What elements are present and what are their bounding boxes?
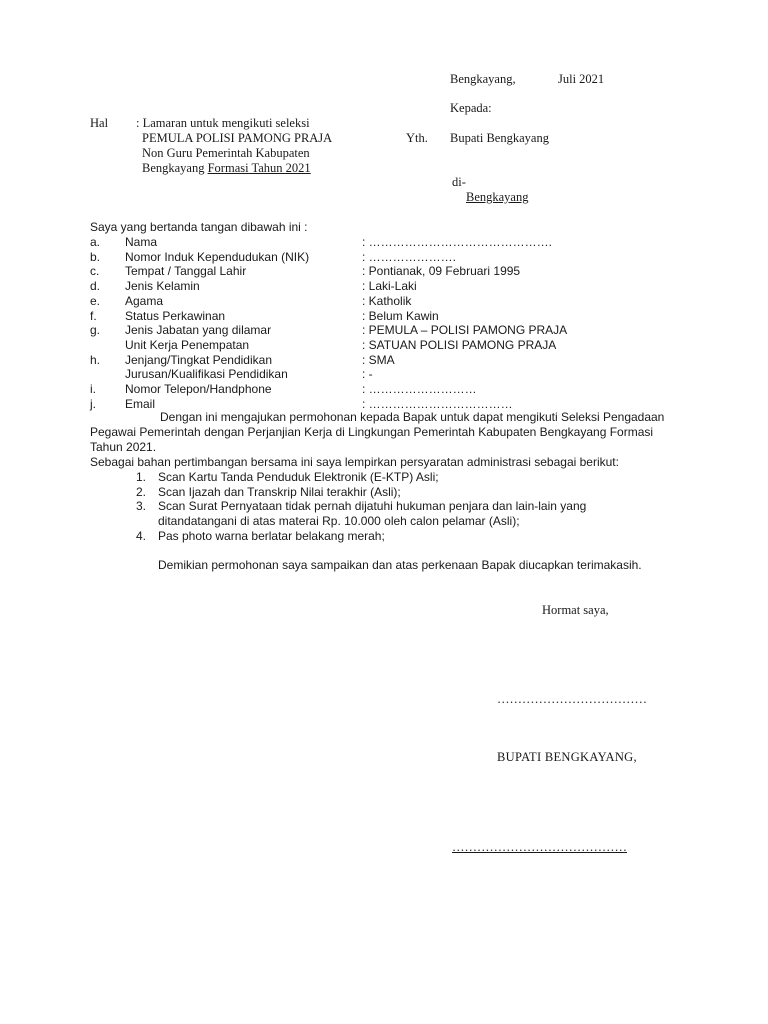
closing-text: Demikian permohonan saya sampaikan dan atas perkenaan Bapak diucapkan terimakasih. bbox=[158, 558, 642, 572]
field-label: Email bbox=[125, 396, 156, 411]
field-value: : …………………. bbox=[362, 249, 457, 264]
field-letter: b. bbox=[90, 249, 101, 264]
attachment-item bbox=[0, 514, 768, 529]
field-value: : SMA bbox=[362, 352, 395, 367]
attachment-text: Pas photo warna berlatar belakang merah; bbox=[158, 528, 385, 543]
field-letter: i. bbox=[90, 382, 96, 396]
hormat-saya: Hormat saya, bbox=[542, 603, 609, 617]
applicant-signature-line: ……………………………… bbox=[497, 692, 647, 706]
field-label: Nomor Induk Kependudukan (NIK) bbox=[125, 249, 310, 264]
field-value: : PEMULA – POLISI PAMONG PRAJA bbox=[362, 323, 568, 338]
field-label: Jurusan/Kualifikasi Pendidikan bbox=[125, 367, 288, 382]
attachment-text: Scan Ijazah dan Transkrip Nilai terakhir (Asli); bbox=[158, 484, 401, 499]
field-value: : ………………………………………. bbox=[362, 235, 553, 249]
field-value: : - bbox=[362, 367, 373, 382]
attachments-intro: Sebagai bahan pertimbangan bersama ini saya lempirkan persyaratan administrasi sebagai berikut: bbox=[90, 455, 619, 469]
field-row bbox=[0, 264, 768, 279]
attachment-item bbox=[0, 470, 768, 485]
subject-line-4 bbox=[142, 161, 311, 176]
attachment-number: 3. bbox=[136, 499, 147, 514]
field-label: Unit Kerja Penempatan bbox=[125, 337, 250, 352]
paragraph-line-1: Dengan ini mengajukan permohonan kepada Bapak untuk dapat mengikuti Seleksi Pengadaan bbox=[160, 410, 665, 424]
di-label: di- bbox=[452, 175, 466, 189]
field-row bbox=[0, 323, 768, 338]
field-row bbox=[0, 250, 768, 265]
field-value: : SATUAN POLISI PAMONG PRAJA bbox=[362, 337, 557, 352]
attachment-item bbox=[0, 499, 768, 514]
attachment-text: Scan Kartu Tanda Penduduk Elektronik (E-KTP) Asli; bbox=[158, 470, 439, 484]
subject-label: Hal bbox=[90, 116, 109, 130]
field-row bbox=[0, 382, 768, 397]
field-letter: e. bbox=[90, 293, 101, 308]
field-label: Jenjang/Tingkat Pendidikan bbox=[125, 352, 272, 367]
attachment-text: ditandatangani di atas materai Rp. 10.000 oleh calon pelamar (Asli); bbox=[158, 514, 520, 529]
subject-formasi: Formasi Tahun 2021 bbox=[207, 161, 311, 175]
subject-line-4a: Bengkayang bbox=[142, 161, 208, 175]
field-label: Agama bbox=[125, 293, 164, 308]
place-date: Bengkayang, bbox=[450, 72, 516, 86]
bupati-title: BUPATI BENGKAYANG, bbox=[497, 750, 637, 764]
field-letter: g. bbox=[90, 323, 101, 338]
recipient: Bupati Bengkayang bbox=[450, 131, 549, 145]
subject-line-2: PEMULA POLISI PAMONG PRAJA bbox=[142, 131, 333, 145]
field-row bbox=[0, 279, 768, 294]
attachment-number: 1. bbox=[136, 470, 147, 484]
field-value: : ……………………… bbox=[362, 382, 477, 396]
attachment-number: 4. bbox=[136, 528, 147, 543]
field-value: : Laki-Laki bbox=[362, 279, 417, 294]
field-label: Nomor Telepon/Handphone bbox=[125, 382, 272, 396]
field-row bbox=[0, 309, 768, 324]
field-value: : Belum Kawin bbox=[362, 308, 439, 323]
paragraph-line-3: Tahun 2021. bbox=[90, 440, 157, 454]
kepada-label: Kepada: bbox=[450, 101, 492, 115]
field-value: : ……………………………… bbox=[362, 396, 513, 411]
field-letter: c. bbox=[90, 264, 100, 279]
field-letter: d. bbox=[90, 279, 101, 294]
field-row bbox=[0, 367, 768, 382]
recipient-location: Bengkayang bbox=[466, 190, 529, 204]
field-row bbox=[0, 235, 768, 250]
field-letter: j. bbox=[90, 396, 96, 411]
subject-line-3: Non Guru Pemerintah Kabupaten bbox=[142, 146, 310, 160]
field-row bbox=[0, 294, 768, 309]
yth-label: Yth. bbox=[406, 131, 428, 145]
intro-text: Saya yang bertanda tangan dibawah ini : bbox=[90, 220, 308, 234]
field-letter: a. bbox=[90, 235, 101, 249]
attachment-number: 2. bbox=[136, 484, 147, 499]
field-label: Nama bbox=[125, 235, 158, 249]
subject-line-1: : Lamaran untuk mengikuti seleksi bbox=[136, 116, 310, 130]
field-label: Jenis Kelamin bbox=[125, 279, 200, 294]
month-year: Juli 2021 bbox=[558, 72, 605, 86]
field-label: Jenis Jabatan yang dilamar bbox=[125, 323, 272, 338]
paragraph-line-2: Pegawai Pemerintah dengan Perjanjian Kerja di Lingkungan Pemerintah Kabupaten Bengkayang Formasi bbox=[90, 425, 654, 439]
attachment-item bbox=[0, 485, 768, 500]
field-value: : Pontianak, 09 Februari 1995 bbox=[362, 264, 521, 279]
bupati-signature-line: …………………………………… bbox=[452, 840, 627, 854]
field-row bbox=[0, 353, 768, 368]
attachment-item bbox=[0, 529, 768, 544]
attachment-text: Scan Surat Pernyataan tidak pernah dijatuhi hukuman penjara dan lain-lain yang bbox=[158, 499, 587, 514]
field-label: Status Perkawinan bbox=[125, 308, 226, 323]
field-letter: f. bbox=[90, 308, 97, 323]
field-row bbox=[0, 338, 768, 353]
field-label: Tempat / Tanggal Lahir bbox=[125, 264, 247, 279]
field-value: : Katholik bbox=[362, 293, 412, 308]
field-letter: h. bbox=[90, 352, 101, 367]
